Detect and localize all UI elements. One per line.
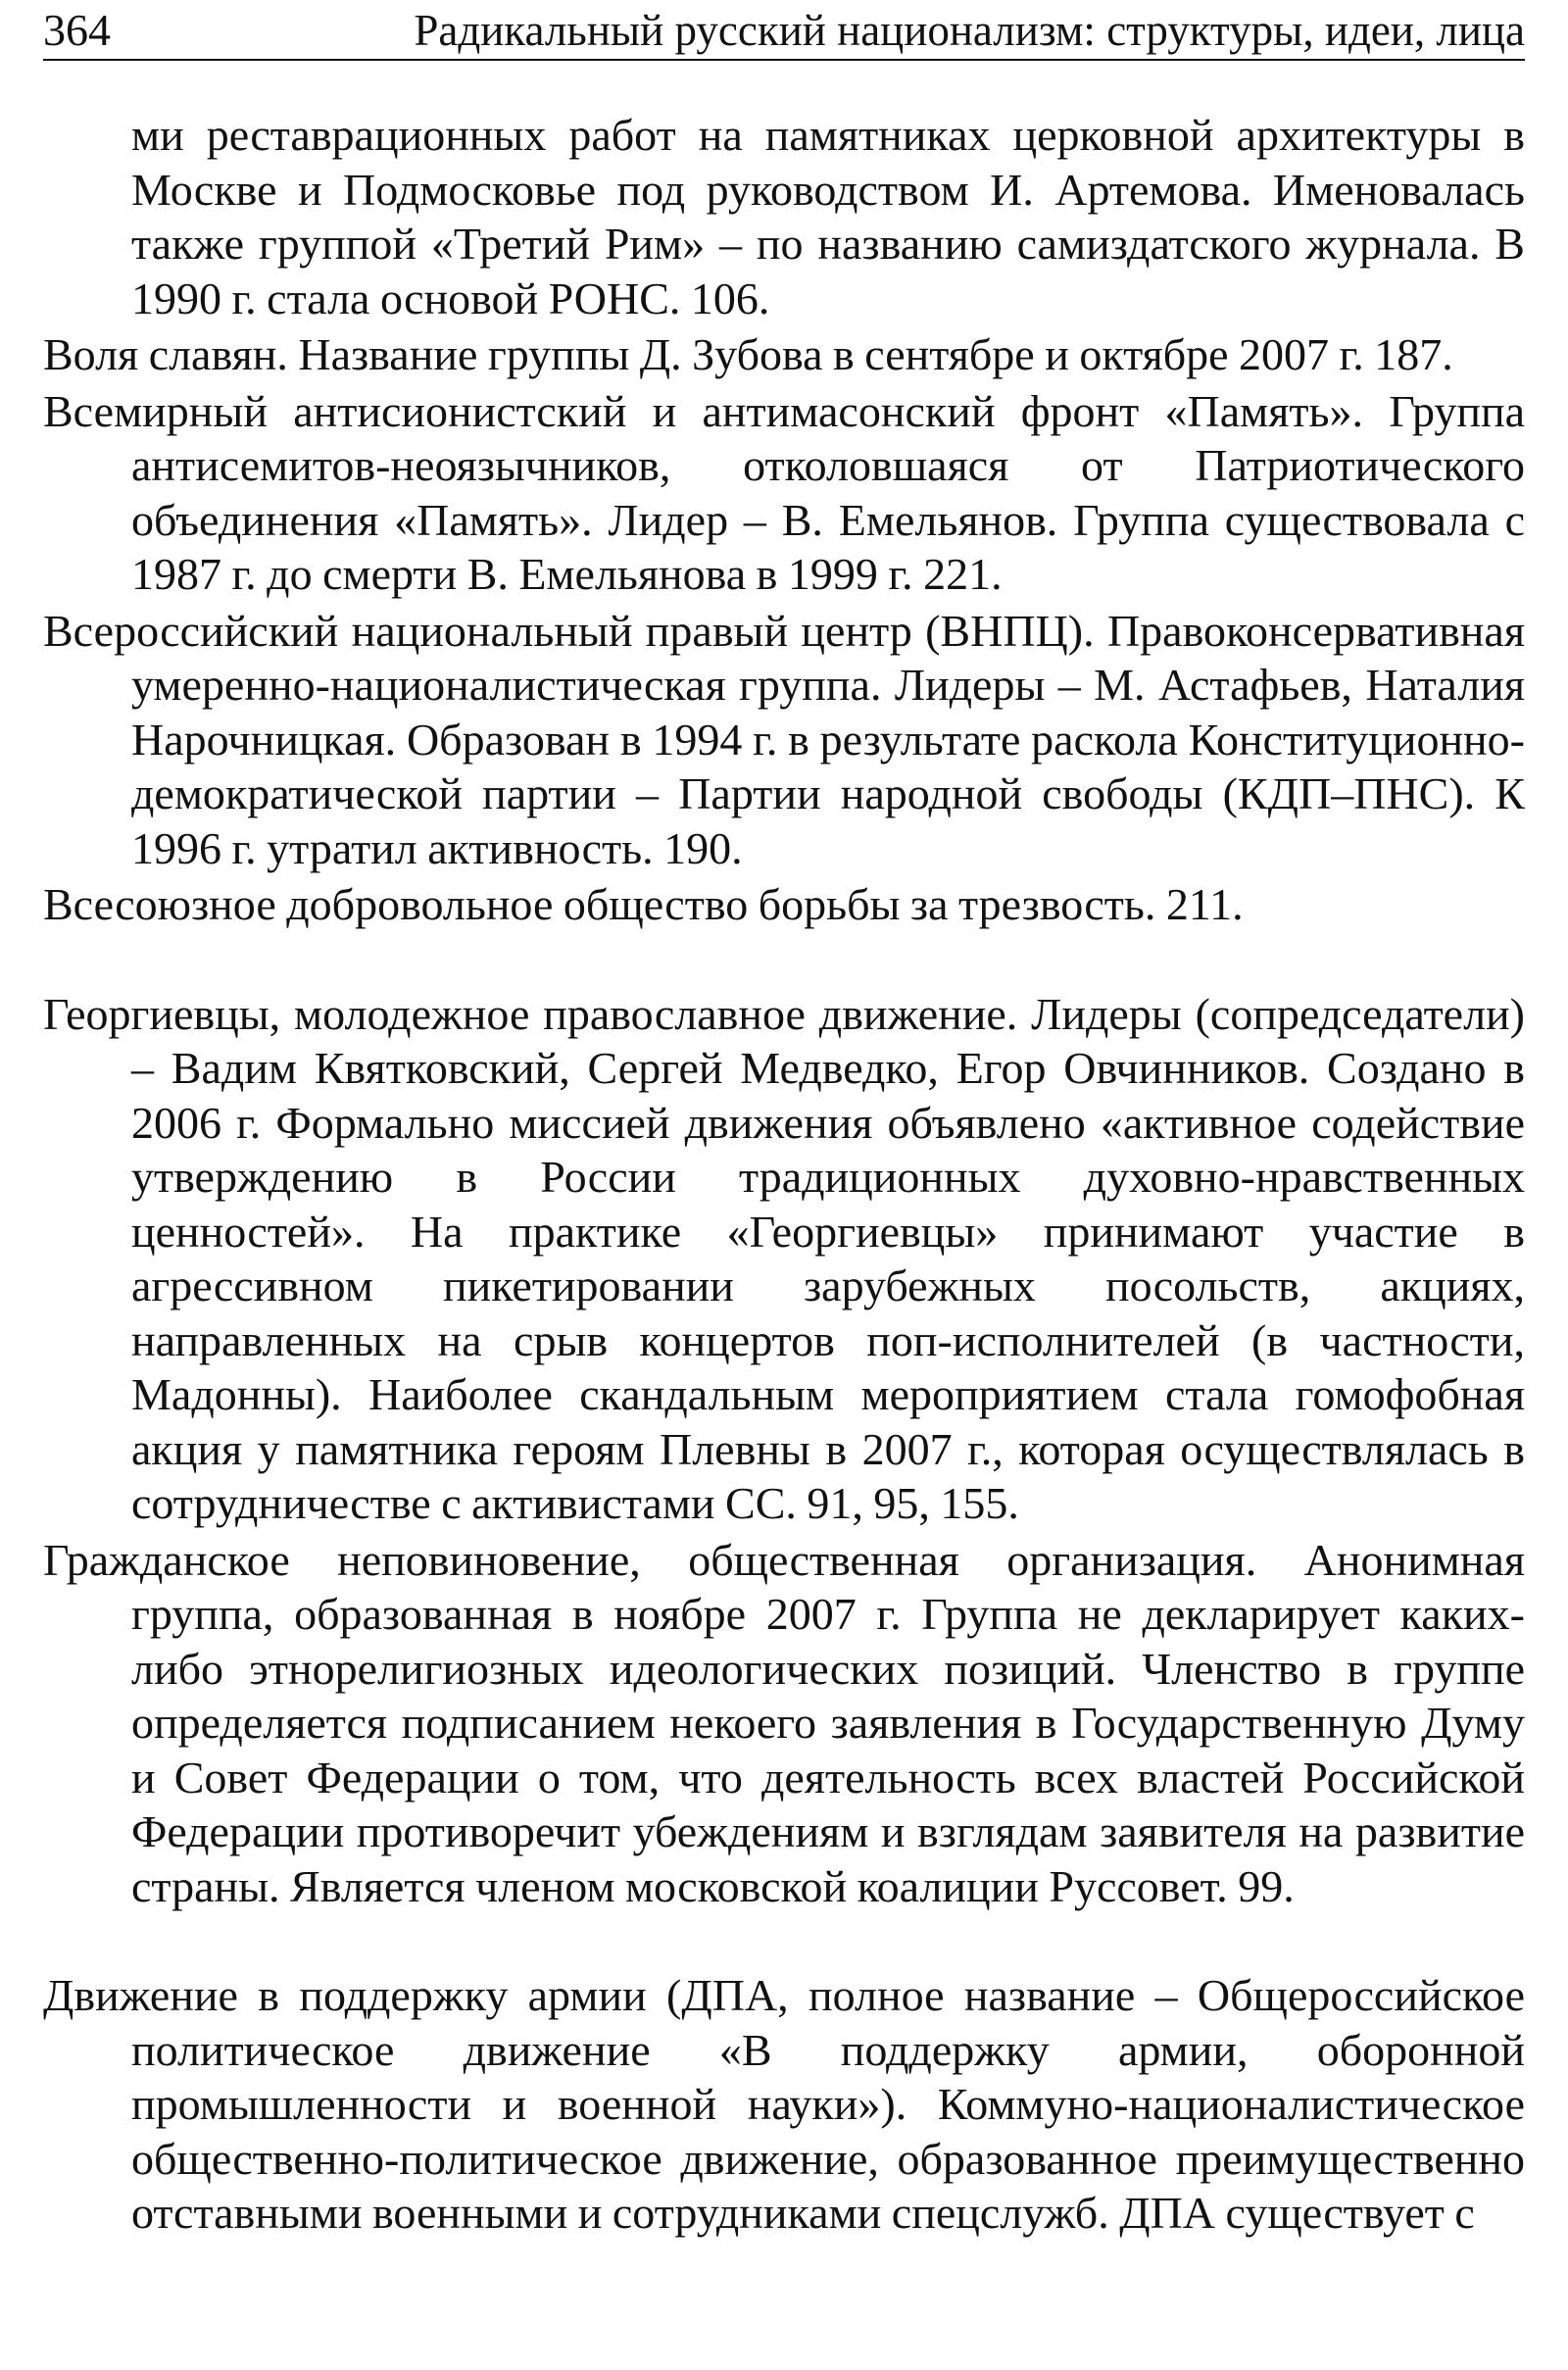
entry-volya-slavyan: Воля славян. Название группы Д. Зубова в сентябре и октябре 2007 г. 187. bbox=[43, 329, 1453, 379]
running-header bbox=[43, 6, 1525, 61]
entry-continued: ми реставрационных работ на памятниках церковной архитектуры в Москве и Подмосковье под руководством И. Артемова. Именовалась также группой «Третий Рим» – по названию самиздатского журнала. В 1990 г. стала основой РОНС. 106. bbox=[131, 110, 1525, 323]
entry-vnpc: Всероссийский национальный правый центр (ВНПЦ). Правоконсервативная умеренно-националистическая группа. Лидеры – М. Астафьев, Наталия Нарочницкая. Образован в 1994 г. в результате раскола Конституционно-демократической партии – Партии народной свободы (КДП–ПНС). К 1996 г. утратил активность. 190. bbox=[43, 605, 1525, 873]
book-page bbox=[43, 0, 1525, 2370]
letter-group-divider bbox=[43, 1913, 1525, 1968]
entry-vsesoyuznoe-obshchestvo: Всесоюзное добровольное общество борьбы за трезвость. 211. bbox=[43, 879, 1244, 929]
entry-dpa: Движение в поддержку армии (ДПА, полное название – Общероссийское политическое движение «В поддержку армии, оборонной промышленности и военной науки»). Коммуно-националистическое общественно-политическое движение, образованное преимущественно отставными военными и сотрудниками спецслужб. ДПА существует с bbox=[43, 1970, 1525, 2238]
entry-grazhdanskoe-nepovinovenie: Гражданское неповиновение, общественная организация. Анонимная группа, образованная в ноябре 2007 г. Группа не декларирует каких-либо этнорелигиозных идеологических позиций. Членство в группе определяется подписанием некоего заявления в Государственную Думу и Совет Федерации о том, что деятельность всех властей Российской Федерации противоречит убеждениям и взглядам заявителя на развитие страны. Является членом московской коалиции Руссовет. 99. bbox=[43, 1534, 1525, 1911]
entry-vsemirny-front-pamyat: Всемирный антисионистский и антимасонский фронт «Память». Группа антисемитов-неоязычников, отколовшаяся от Патриотического объединения «Память». Лидер – В. Емельянов. Группа существовала с 1987 г. до смерти В. Емельянова в 1999 г. 221. bbox=[43, 385, 1525, 599]
index-entries bbox=[43, 108, 1525, 2241]
letter-group-divider bbox=[43, 932, 1525, 987]
entry-georgievtsy: Георгиевцы, молодежное православное движение. Лидеры (сопредседатели) – Вадим Квятковский, Сергей Медведко, Егор Овчинников. Создано в 2006 г. Формально миссией движения объявлено «активное содействие утверждению в России традиционных духовно-нравственных ценностей». На практике «Георгиевцы» принимают участие в агрессивном пикетировании зарубежных посольств, акциях, направленных на срыв концертов поп-исполнителей (в частности, Мадонны). Наиболее скандальным мероприятием стала гомофобная акция у памятника героям Плевны в 2007 г., которая осуществлялась в сотрудничестве с активистами СС. 91, 95, 155. bbox=[43, 988, 1525, 1528]
page-number: 364 bbox=[43, 5, 111, 55]
running-title: Радикальный русский национализм: структуры, идеи, лица bbox=[414, 6, 1525, 55]
